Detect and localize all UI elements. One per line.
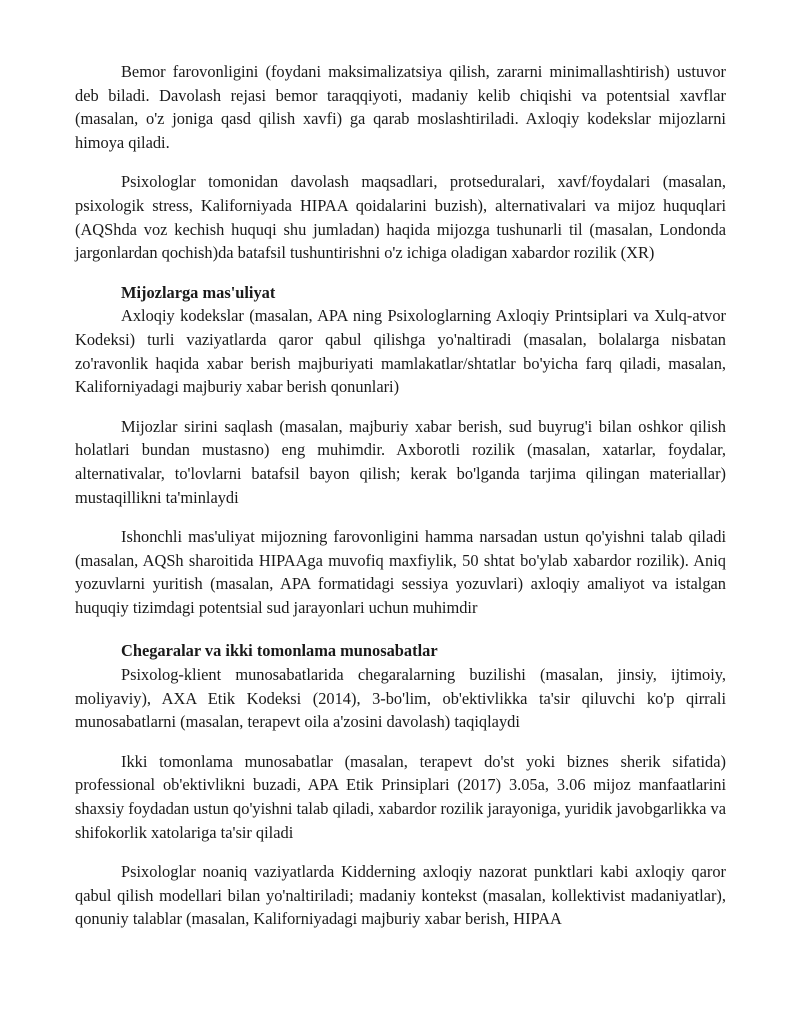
paragraph-s1-1: Axloqiy kodekslar (masalan, APA ning Psixologlarning Axloqiy Printsiplari va Xulq-atvor Kodeksi) turli vaziyatlarda qaror qabul qilishga yo'naltiradi (masalan, bolalarga nisbatan zo'ravonlik haqida xabar berish majburiyati mamlakatlar/shtatlar bo'yicha farq qiladi, masalan, Kaliforniyadagi majburiy xabar berish qonunlari) (75, 306, 726, 397)
paragraph-s2-1: Psixolog-klient munosabatlarida chegaralarning buzilishi (masalan, jinsiy, ijtimoiy, moliyaviy), AXA Etik Kodeksi (2014), 3-bo'lim, ob'ektivlikka ta'sir qiluvchi ko'p qirrali munosabatlarni (masalan, terapevt oila a'zosini davolash) taqiqlaydi (75, 665, 726, 732)
section-heading-client-responsibility: Mijozlarga mas'uliyat (121, 282, 276, 302)
paragraph-s1-3: Ishonchli mas'uliyat mijozning farovonligini hamma narsadan ustun qo'yishni talab qiladi (masalan, AQSh sharoitida HIPAAga muvofiq maxfiylik, 50 shtat bo'ylab xabardor rozilik). Aniq yozuvlarni yuritish (masalan, APA formatidagi sessiya yozuvlari) axloqiy amaliyot va istalgan huquqiy tizimdagi potentsial sud jarayonlari uchun muhimdir (75, 527, 726, 617)
paragraph-s2-3: Psixologlar noaniq vaziyatlarda Kidderning axloqiy nazorat punktlari kabi axloqiy qaror qabul qilish modellari bilan yo'naltiriladi; madaniy kontekst (masalan, kollektivist madaniyatlar), qonuniy talablar (masalan, Kaliforniyadagi majburiy xabar berish, HIPAA (75, 862, 726, 929)
paragraph-intro-1: Bemor farovonligini (foydani maksimalizatsiya qilish, zararni minimallashtirish) ustuvor deb biladi. Davolash rejasi bemor taraqqiyoti, madaniy kelib chiqishi va potentsial xavflar (masalan, o'z joniga qasd qilish xavfi) ga qarab moslashtiriladi. Axloqiy kodekslar mijozlarni himoya qiladi. (75, 62, 726, 152)
paragraph-s2-2: Ikki tomonlama munosabatlar (masalan, terapevt do'st yoki biznes sherik sifatida) professional ob'ektivlikni buzadi, APA Etik Prinsiplari (2017) 3.05a, 3.06 mijoz manfaatlarini shaxsiy foydadan ustun qo'yishni talab qiladi, xabardor rozilik jarayoniga, yuridik javobgarlikka va shifokorlik xatolariga ta'sir qiladi (75, 751, 726, 842)
paragraph-intro-2: Psixologlar tomonidan davolash maqsadlari, protseduralari, xavf/foydalari (masalan, psixologik stress, Kaliforniyada HIPAA qoidalarini buzish), alternativalari va mijoz huquqlari (AQShda voz kechish huquqi shu jumladan) haqida mijozga tushunarli til (masalan, Londonda jargonlardan qochish)da batafsil tushuntirishni o'z ichiga oladigan xabardor rozilik (XR) (75, 172, 726, 263)
paragraph-s1-2: Mijozlar sirini saqlash (masalan, majburiy xabar berish, sud buyrug'i bilan oshkor qilish holatlari bundan mustasno) eng muhimdir. Axborotli rozilik (masalan, xatarlar, foydalar, alternativalar, to'lovlarni batafsil bayon qilish; kerak bo'lganda tarjima qilingan materiallar) mustaqillikni ta'minlaydi (75, 416, 726, 507)
document-page (75, 60, 726, 947)
section-heading-boundaries: Chegaralar va ikki tomonlama munosabatlar (121, 641, 438, 661)
